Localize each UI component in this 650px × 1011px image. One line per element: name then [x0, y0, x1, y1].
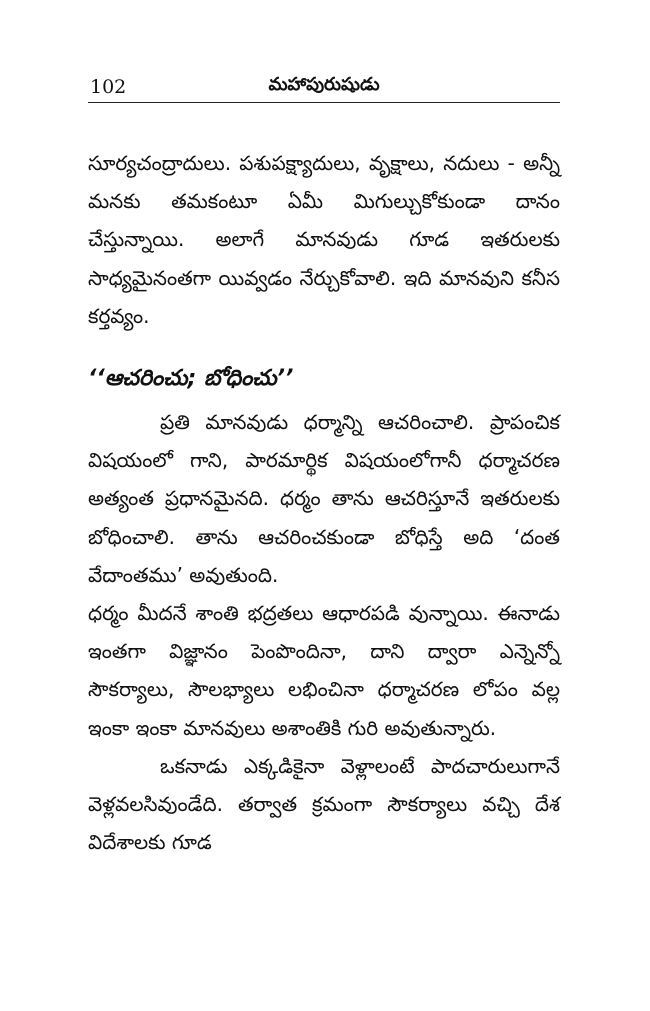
- paragraph-1: సూర్యచంద్రాదులు. పశుపక్ష్యాదులు, వృక్షాలు, నదులు - అన్నీ మనకు తమకంటూ ఏమీ మిగుల్చుకోకుండా దానం చేస్తున్నాయి. అలాగే మానవుడు గూడ ఇతరులకు సాధ్యమైనంతగా యివ్వడం నేర్చుకోవాలి. ఇది మానవుని కనీస కర్తవ్యం.: [88, 151, 560, 328]
- body-text: [88, 144, 560, 861]
- paragraph-2: ప్రతి మానవుడు ధర్మాన్ని ఆచరించాలి. ప్రాపంచిక విషయంలో గాని, పారమార్థిక విషయంలోగానీ ధర్మాచరణ అత్యంత ప్రధానమైనది. ధర్మం తాను ఆచరిస్తూనే ఇతరులకు బోధించాలి. తాను ఆచరించకుండా బోధిస్తే అది ‘దంత వేదాంతము’ అవుతుంది.: [88, 410, 560, 587]
- paragraph-4: ఒకనాడు ఎక్కడికైనా వెళ్లాలంటే పాదచారులుగానే వెళ్లవలసివుండేది. తర్వాత క్రమంగా సౌకర్యాలు వచ్చి దేశ విదేశాలకు గూడ: [88, 753, 560, 855]
- section-heading: ‘‘ఆచరించు; బోధించు’’: [88, 366, 294, 392]
- page-header: [88, 74, 560, 103]
- running-title: మహాపురుషుడు: [268, 74, 380, 95]
- paragraph-3: ధర్మం మీదనే శాంతి భద్రతలు ఆధారపడి వున్నాయి. ఈనాడు ఇంతగా విజ్ఞానం పెంపొందినా, దాని ద్వారా ఎన్నెన్నో సౌకర్యాలు, సౌలభ్యాలు లభించినా ధర్మాచరణ లోపం వల్ల ఇంకా ఇంకా మానవులు అశాంతికి గురి అవుతున్నారు.: [88, 601, 560, 740]
- page-number: 102: [90, 76, 127, 98]
